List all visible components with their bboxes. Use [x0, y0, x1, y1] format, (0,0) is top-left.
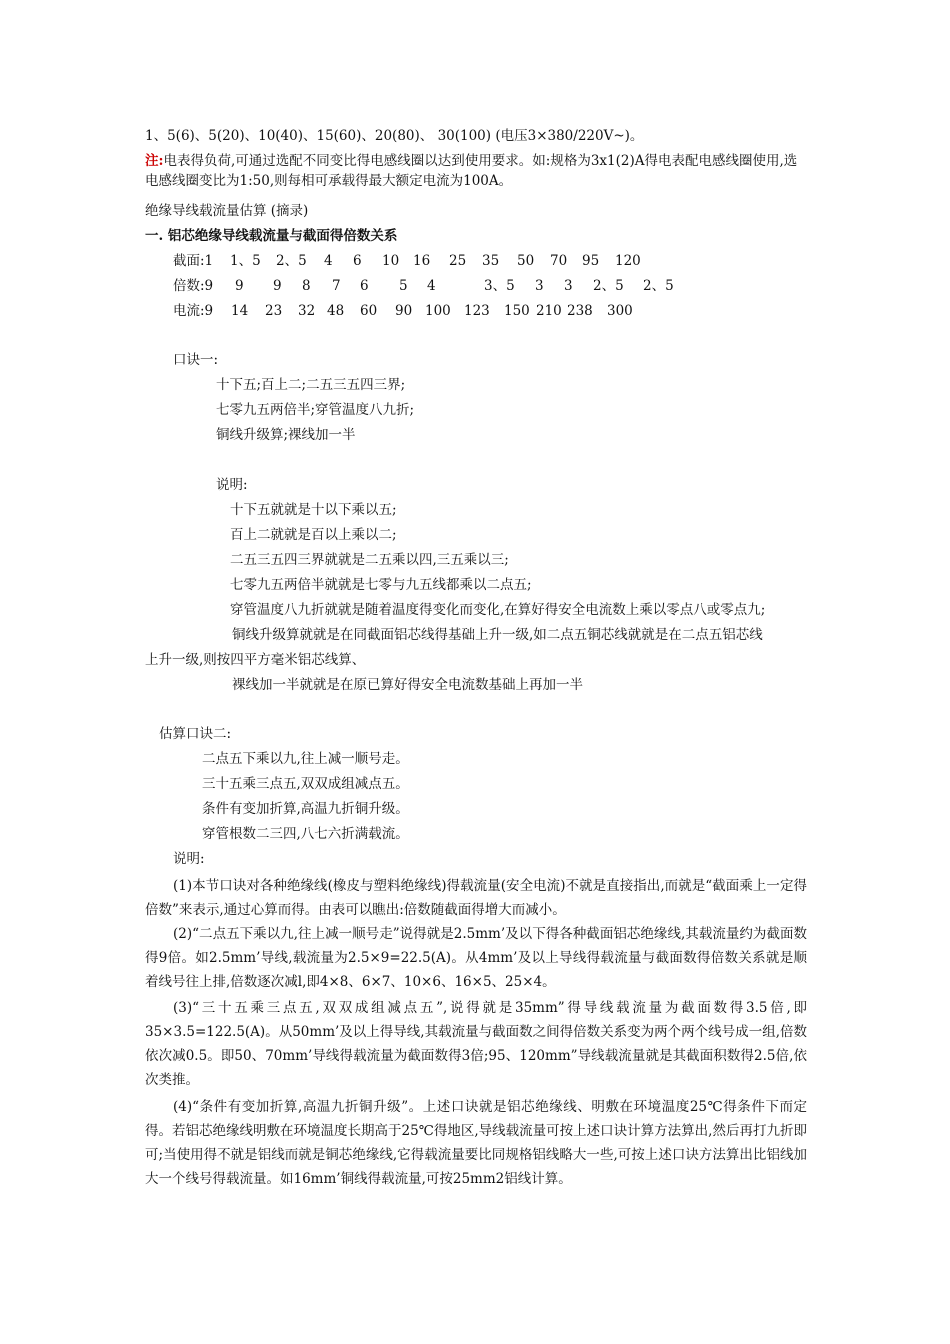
formula2-line: 二点五下乘以九,往上减一顺号走。: [202, 751, 409, 767]
table-cell: 3: [535, 278, 544, 294]
row-label: 倍数:9: [173, 278, 214, 294]
note-label: 注:: [145, 153, 164, 169]
formula2-title: 估算口诀二:: [159, 726, 232, 742]
table-cell: 32: [298, 303, 316, 319]
table-row-section: [173, 251, 793, 271]
explain-line: 上升一级,则按四平方毫米铝芯线算、: [145, 652, 366, 668]
explain-line: 七零九五两倍半就就是七零与九五线都乘以二点五;: [230, 577, 532, 593]
table-cell: 23: [265, 303, 283, 319]
table-cell: 210: [536, 303, 562, 319]
formula2-line: 穿管根数二三四,八七六折满载流。: [202, 826, 409, 842]
table-cell: 3: [564, 278, 573, 294]
table-cell: 4: [324, 253, 333, 269]
table-cell: 35: [482, 253, 500, 269]
table-cell: 8: [302, 278, 311, 294]
table-cell: 50: [517, 253, 535, 269]
table-cell: 90: [395, 303, 413, 319]
table-cell: 6: [353, 253, 362, 269]
row-label: 截面:1: [173, 253, 214, 269]
explain-line: 十下五就就是十以下乘以五;: [230, 502, 397, 518]
explain-paragraph-1: (1)本节口诀对各种绝缘线(橡皮与塑料绝缘线)得载流量(安全电流)不就是直接指出,而就是“截面乘上一定得倍数”来表示,通过心算而得。由表可以瞧出:倍数随截面得增大而减小。: [145, 878, 807, 918]
table-cell: 25: [449, 253, 467, 269]
table-cell: 2、5: [593, 278, 624, 294]
formula2-line: 条件有变加折算,高温九折铜升级。: [202, 801, 409, 817]
table-cell: 9: [235, 278, 244, 294]
table-cell: 123: [464, 303, 490, 319]
table-cell: 16: [413, 253, 431, 269]
table-cell: 1、5: [230, 253, 261, 269]
table-cell: 10: [382, 253, 400, 269]
table-cell: 300: [607, 303, 633, 319]
explain-paragraph-3: (3)“三十五乘三点五,双双成组减点五”,说得就是35mm”得导线载流量为截面数得3.5倍,即35×3.5=122.5(A)。从50mm’及以上得导线,其载流量与截面数之间得倍数关系变为两个两个线号成一组,倍数依次减0.5。即50、70mm’导线得载流量为截面数得3倍;95、120mm”导线载流量就是其截面积数得2.5倍,依次类推。: [145, 1000, 807, 1088]
explain-line: 穿管温度八九折就就是随着温度得变化而变化,在算好得安全电流数上乘以零点八或零点九;: [230, 602, 766, 618]
table-cell: 9: [273, 278, 282, 294]
table-cell: 120: [615, 253, 641, 269]
table-row-current: [173, 301, 793, 321]
table-cell: 48: [327, 303, 345, 319]
explain-paragraph-2: (2)“二点五下乘以九,往上减一顺号走”说得就是2.5mm’及以下得各种截面铝芯绝缘线,其载流量约为截面数得9倍。如2.5mm’导线,载流量为2.5×9=22.5(A)。从4mm’及以上导线得载流量与截面数得倍数关系就是顺着线号往上排,倍数逐次减l,即4×8、6×7、10×6、16×5、25×4。: [145, 926, 807, 990]
table-cell: 6: [360, 278, 369, 294]
table-cell: 150: [504, 303, 530, 319]
note-text: 电表得负荷,可通过选配不同变比得电感线圈以达到使用要求。如:规格为3x1(2)A得电表配电感线圈使用,选电感线圈变比为1:50,则每相可承载得最大额定电流为100A。: [145, 153, 798, 189]
table-cell: 3、5: [484, 278, 515, 294]
table-cell: 100: [425, 303, 451, 319]
table-cell: 95: [582, 253, 600, 269]
formula1-line: 七零九五两倍半;穿管温度八九折;: [216, 402, 415, 418]
table-cell: 70: [550, 253, 568, 269]
rating-line: 1、5(6)、5(20)、10(40)、15(60)、20(80)、 30(100) (电压3×380/220V~)。: [145, 128, 644, 144]
table-cell: 7: [332, 278, 341, 294]
table-cell: 2、5: [276, 253, 307, 269]
formula2-explain-title: 说明:: [173, 851, 205, 867]
table-cell: 2、5: [643, 278, 674, 294]
table-cell: 5: [399, 278, 408, 294]
formula2-line: 三十五乘三点五,双双成组减点五。: [202, 776, 409, 792]
note-paragraph: [145, 151, 807, 191]
formula1-explain-title: 说明:: [216, 477, 248, 493]
table-cell: 238: [567, 303, 593, 319]
table-cell: 60: [360, 303, 378, 319]
section1-title: 一. 铝芯绝缘导线载流量与截面得倍数关系: [145, 228, 398, 244]
explain-line: 铜线升级算就就是在同截面铝芯线得基础上升一级,如二点五铜芯线就就是在二点五铝芯线: [232, 627, 763, 643]
formula1-line: 铜线升级算;裸线加一半: [216, 427, 356, 443]
explain-line: 百上二就就是百以上乘以二;: [230, 527, 397, 543]
table-row-multiple: [173, 276, 793, 296]
row-label: 电流:9: [173, 303, 214, 319]
explain-paragraph-4: (4)“条件有变加折算,高温九折铜升级”。上述口诀就是铝芯绝缘线、明敷在环境温度25℃得条件下而定得。若铝芯绝缘线明敷在环境温度长期高于25℃得地区,导线载流量可按上述口诀计算方法算出,然后再打九折即可;当使用得不就是铝线而就是铜芯绝缘线,它得载流量要比同规格铝线略大一些,可按上述口诀方法算出比铝线加大一个线号得载流量。如16mm’铜线得载流量,可按25mm2铝线计算。: [145, 1099, 807, 1187]
formula1-title: 口诀一:: [173, 352, 219, 368]
formula1-line: 十下五;百上二;二五三五四三界;: [216, 377, 406, 393]
table-cell: 4: [427, 278, 436, 294]
table-cell: 14: [231, 303, 249, 319]
explain-line: 二五三五四三界就就是二五乘以四,三五乘以三;: [230, 552, 509, 568]
explain-line: 裸线加一半就就是在原已算好得安全电流数基础上再加一半: [232, 677, 583, 693]
section-heading: 绝缘导线载流量估算 (摘录): [145, 203, 309, 219]
